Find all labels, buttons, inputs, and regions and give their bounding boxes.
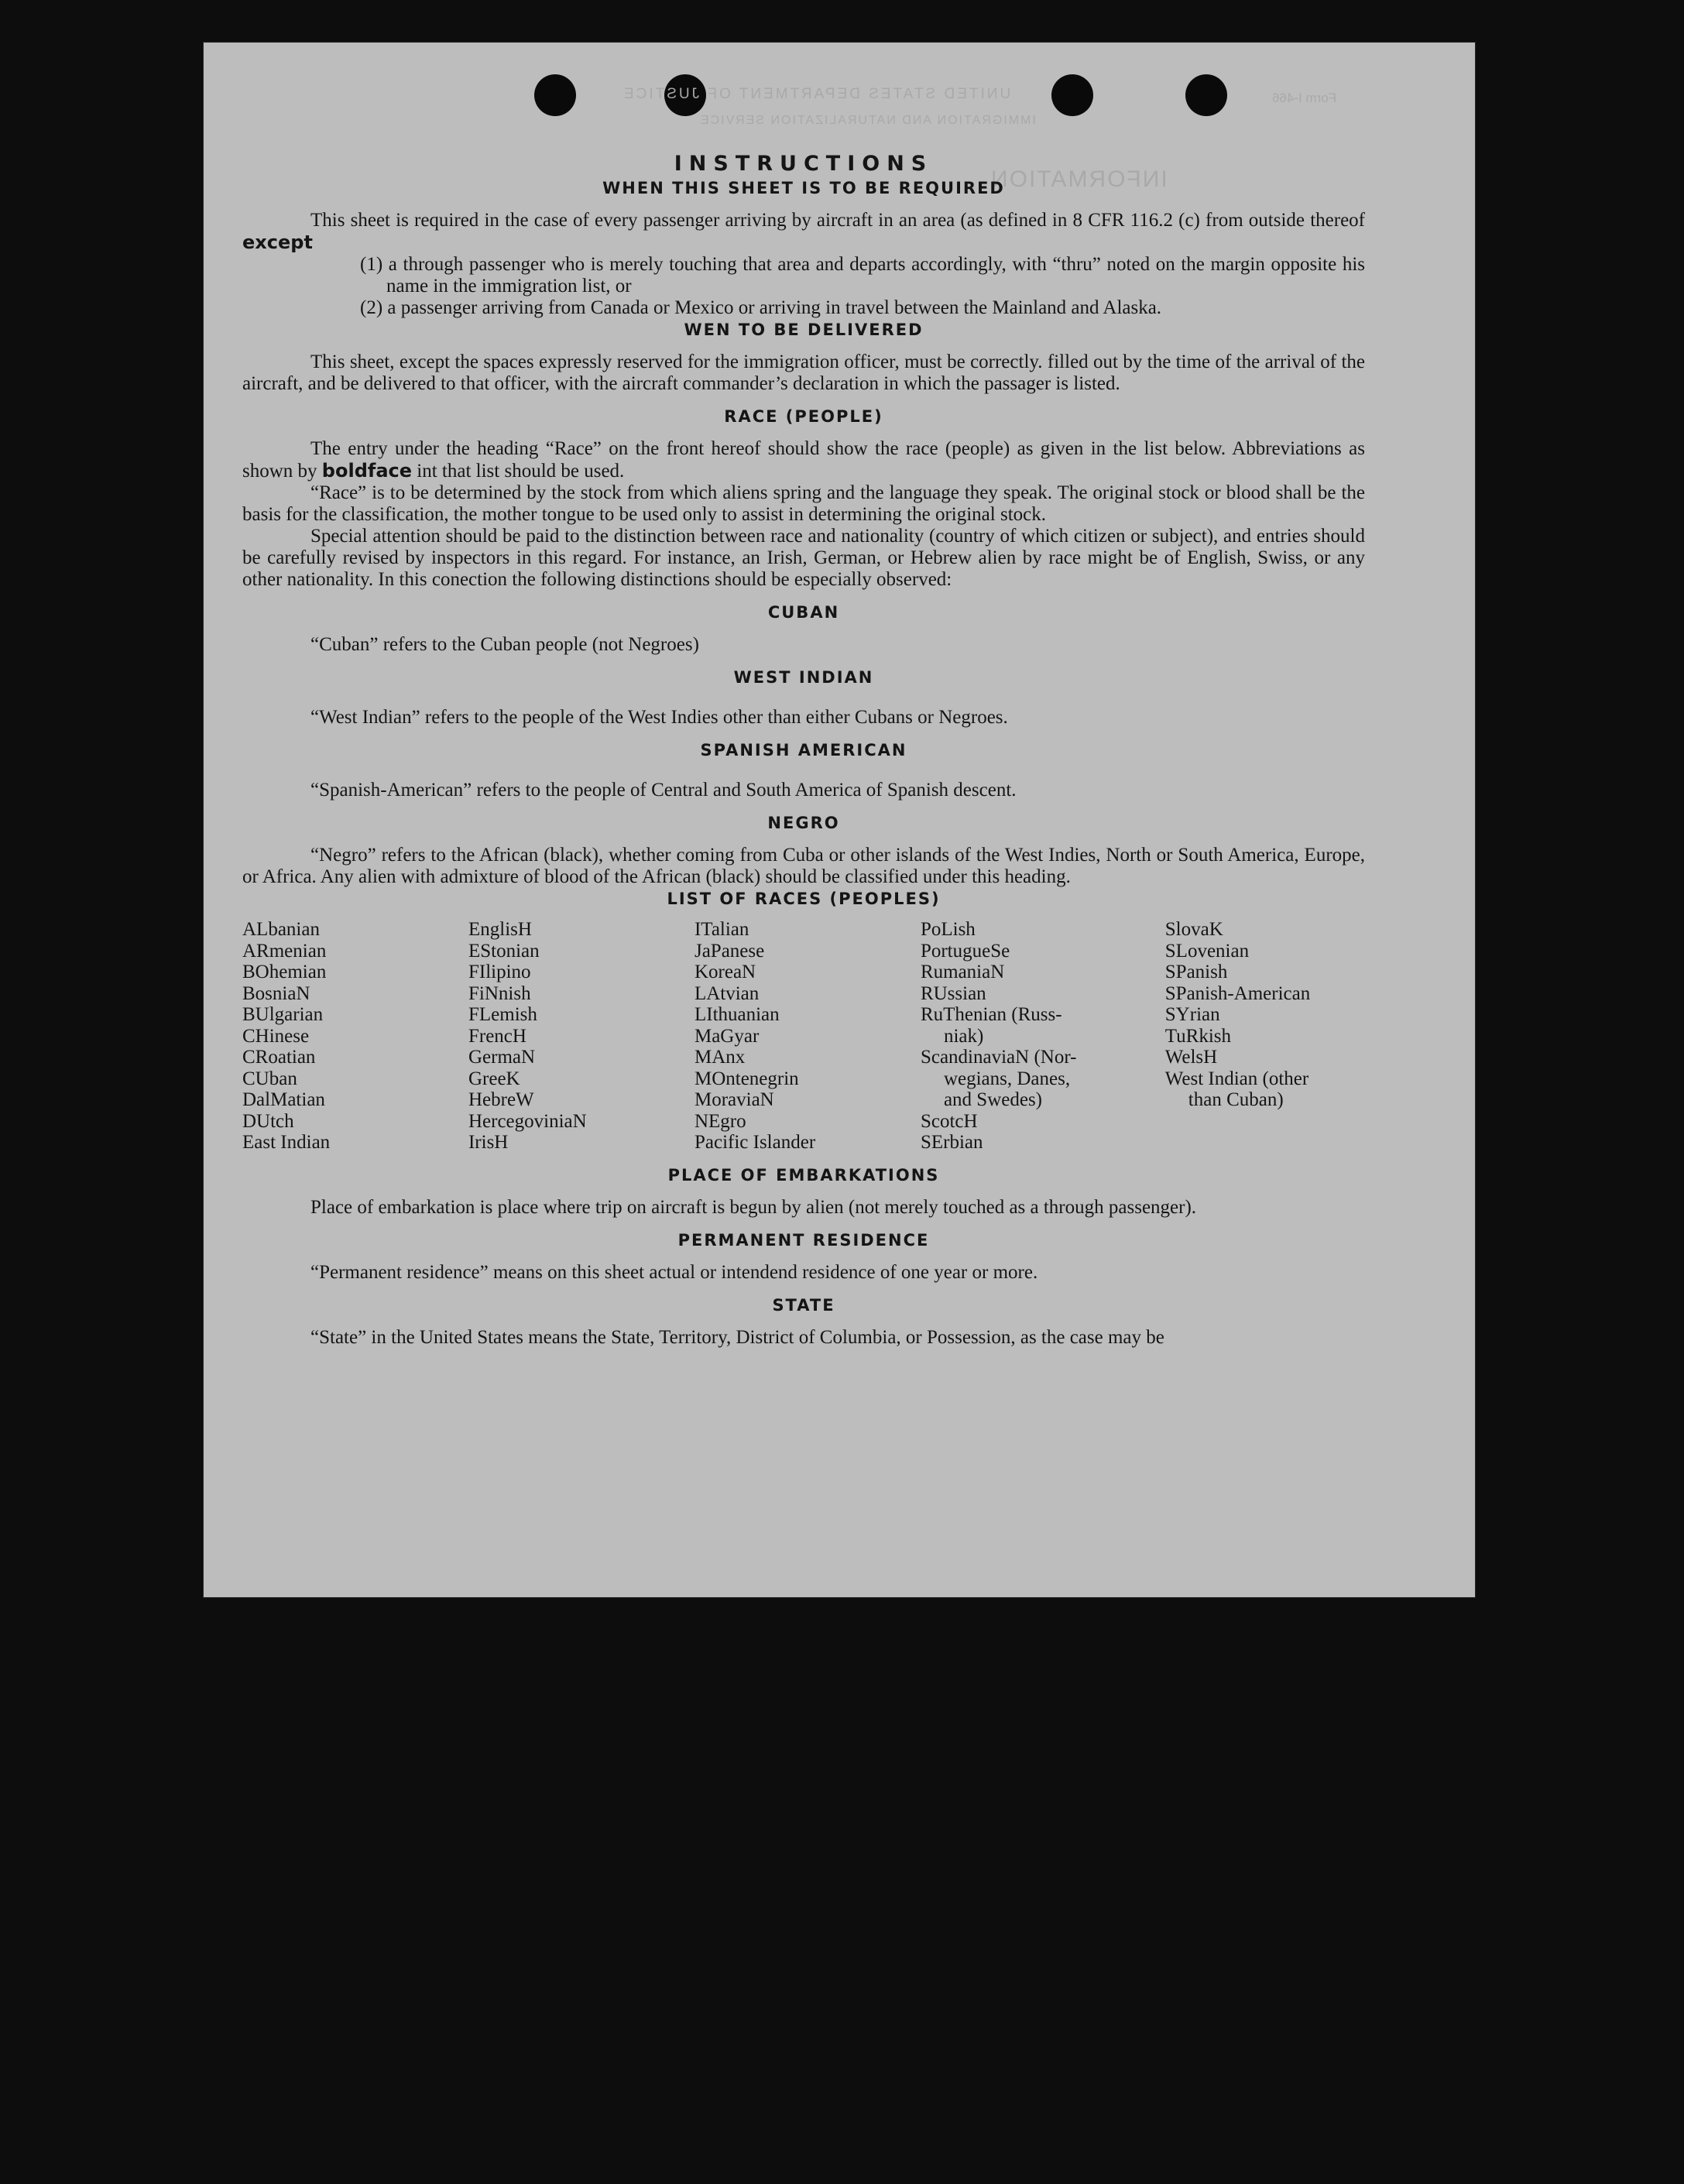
paragraph: “Negro” refers to the African (black), whether coming from Cuba or other islands of the West Indies, North or South America, Europe, or Africa. Any alien with admixture of blood of the African (black) should be classified under this heading. bbox=[242, 845, 1365, 887]
race-item: niak) bbox=[943, 1025, 984, 1047]
race-item: SErbian bbox=[920, 1132, 983, 1153]
race-item: LAtvian bbox=[694, 982, 760, 1004]
section-heading: PLACE OF EMBARKATIONS bbox=[667, 1165, 940, 1185]
paragraph: “West Indian” refers to the people of the West Indies other than either Cubans or Negroes. bbox=[310, 707, 1008, 728]
race-item: than Cuban) bbox=[1188, 1089, 1284, 1110]
section-heading: WEN TO BE DELIVERED bbox=[684, 321, 924, 339]
race-column bbox=[695, 919, 921, 1154]
race-item: RumaniaN bbox=[920, 962, 1005, 982]
race-item: CUban bbox=[242, 1068, 297, 1089]
race-item: and Swedes) bbox=[943, 1089, 1043, 1110]
race-list bbox=[242, 919, 1365, 1154]
paragraph: “Spanish-American” refers to the people of Central and South America of Spanish descent. bbox=[310, 780, 1017, 801]
paragraph: “Race” is to be determined by the stock from which aliens spring and the language they speak. The original stock or blood shall be the basis for the classification, the mother tongue to be used only to assist in determining the original stock. bbox=[242, 482, 1365, 525]
race-item: MaGyar bbox=[694, 1025, 760, 1047]
race-item: ARmenian bbox=[242, 940, 327, 962]
race-item: MOntenegrin bbox=[694, 1068, 799, 1089]
paragraph: The entry under the heading “Race” on the front hereof should show the race (people) as given in the list below. Abbreviations as shown by boldface int that list should be used. bbox=[242, 438, 1365, 482]
race-item: SPanish bbox=[1164, 962, 1228, 982]
race-item: RuThenian (Russ- bbox=[920, 1004, 1062, 1025]
race-item: CRoatian bbox=[242, 1047, 316, 1068]
race-item: NEgro bbox=[694, 1110, 746, 1132]
race-item: BosniaN bbox=[242, 982, 310, 1004]
paragraph: “Cuban” refers to the Cuban people (not Negroes) bbox=[310, 634, 699, 655]
bleed-through-title: INFORMATION bbox=[989, 166, 1168, 192]
punch-hole bbox=[1051, 74, 1093, 116]
race-item: EStonian bbox=[468, 940, 540, 962]
paragraph: This sheet is required in the case of every passenger arriving by aircraft in an area (as defined in 8 CFR 116.2 (c) from outside thereof except bbox=[242, 210, 1365, 253]
race-item: SYrian bbox=[1164, 1004, 1220, 1025]
race-item: GermaN bbox=[468, 1047, 536, 1068]
race-item: BOhemian bbox=[242, 962, 327, 982]
section-heading: LIST OF RACES (PEOPLES) bbox=[667, 890, 941, 908]
race-item: TuRkish bbox=[1164, 1025, 1232, 1047]
race-item: MoraviaN bbox=[694, 1089, 774, 1110]
bleed-through-form: Form I-466 bbox=[1272, 91, 1337, 105]
race-item: WelsH bbox=[1164, 1047, 1218, 1068]
race-item: CHinese bbox=[242, 1025, 310, 1047]
race-item: PoLish bbox=[920, 919, 976, 940]
section-heading: SPANISH AMERICAN bbox=[700, 741, 907, 759]
section-heading: RACE (PEOPLE) bbox=[724, 407, 883, 426]
race-item: West Indian (other bbox=[1164, 1068, 1309, 1089]
race-item: HebreW bbox=[468, 1089, 534, 1110]
race-column bbox=[242, 919, 468, 1154]
list-item: (2) a passenger arriving from Canada or Mexico or arriving in travel between the Mainland and Alaska. bbox=[360, 297, 1162, 318]
race-item: DUtch bbox=[242, 1110, 294, 1132]
section-heading: STATE bbox=[772, 1295, 835, 1315]
race-column bbox=[1165, 919, 1365, 1154]
punch-hole bbox=[1185, 74, 1227, 116]
race-item: FLemish bbox=[468, 1004, 537, 1025]
race-item: SPanish-American bbox=[1164, 982, 1311, 1004]
race-item: GreeK bbox=[468, 1068, 520, 1089]
paragraph: This sheet, except the spaces expressly reserved for the immigration officer, must be correctly. filled out by the time of the arrival of the aircraft, and be delivered to that officer, with the aircraft commander’s declaration in which the passager is listed. bbox=[242, 351, 1365, 394]
list-item: (1) a through passenger who is merely touching that area and departs accordingly, with “thru” noted on the margin opposite his name in the immigration list, or bbox=[360, 254, 1365, 297]
race-item: FIlipino bbox=[468, 962, 531, 982]
race-item: JaPanese bbox=[694, 940, 765, 962]
race-item: ScotcH bbox=[920, 1110, 978, 1132]
race-item: FrencH bbox=[468, 1025, 526, 1047]
section-heading: WEST INDIAN bbox=[733, 668, 874, 687]
race-item: wegians, Danes, bbox=[943, 1068, 1071, 1089]
race-column bbox=[468, 919, 695, 1154]
section-heading: CUBAN bbox=[767, 603, 840, 622]
race-item: SlovaK bbox=[1164, 919, 1223, 940]
race-item: PortugueSe bbox=[920, 940, 1010, 962]
race-item: SLovenian bbox=[1164, 940, 1250, 962]
paragraph: Special attention should be paid to the distinction between race and nationality (country of which citizen or subject), and entries should be carefully revised by inspectors in this regard. For instance, an Irish, German, or Hebrew alien by race might be of English, Swiss, or any other nationality. In this conection the following distinctions should be especially observed: bbox=[242, 526, 1365, 590]
race-item: LIthuanian bbox=[694, 1004, 780, 1025]
race-item: BUlgarian bbox=[242, 1004, 324, 1025]
race-item: FiNnish bbox=[468, 982, 531, 1004]
race-item: Pacific Islander bbox=[694, 1132, 816, 1153]
section-heading: NEGRO bbox=[767, 814, 840, 832]
race-item: ALbanian bbox=[242, 919, 320, 940]
bleed-through-agency: UNITED STATES DEPARTMENT OF JUSTICE bbox=[622, 86, 1011, 102]
paragraph: “Permanent residence” means on this sheet actual or intendend residence of one year or more. bbox=[310, 1261, 1038, 1283]
race-column bbox=[921, 919, 1165, 1154]
race-item: EnglisH bbox=[468, 919, 532, 940]
document-page bbox=[204, 43, 1475, 1597]
race-item: MAnx bbox=[694, 1047, 746, 1068]
race-item: IrisH bbox=[468, 1132, 509, 1153]
race-item: East Indian bbox=[242, 1132, 331, 1153]
race-item: ScandinaviaN (Nor- bbox=[920, 1047, 1077, 1068]
paragraph: “State” in the United States means the State, Territory, District of Columbia, or Possession, as the case may be bbox=[310, 1326, 1164, 1348]
race-item: KoreaN bbox=[694, 962, 756, 982]
paragraph: Place of embarkation is place where trip on aircraft is begun by alien (not merely touched as a through passenger). bbox=[310, 1196, 1197, 1218]
race-item: ITalian bbox=[694, 919, 749, 940]
punch-hole bbox=[534, 74, 576, 116]
race-item: RUssian bbox=[920, 982, 986, 1004]
page-title: INSTRUCTIONS bbox=[674, 152, 934, 176]
section-heading: PERMANENT RESIDENCE bbox=[677, 1230, 930, 1250]
section-heading: WHEN THIS SHEET IS TO BE REQUIRED bbox=[602, 179, 1005, 197]
race-item: HercegoviniaN bbox=[468, 1110, 587, 1132]
instructions-body bbox=[242, 151, 1365, 1349]
bleed-through-service: IMMIGRATION AND NATURALIZATION SERVICE bbox=[699, 114, 1036, 127]
race-item: DalMatian bbox=[242, 1089, 325, 1110]
